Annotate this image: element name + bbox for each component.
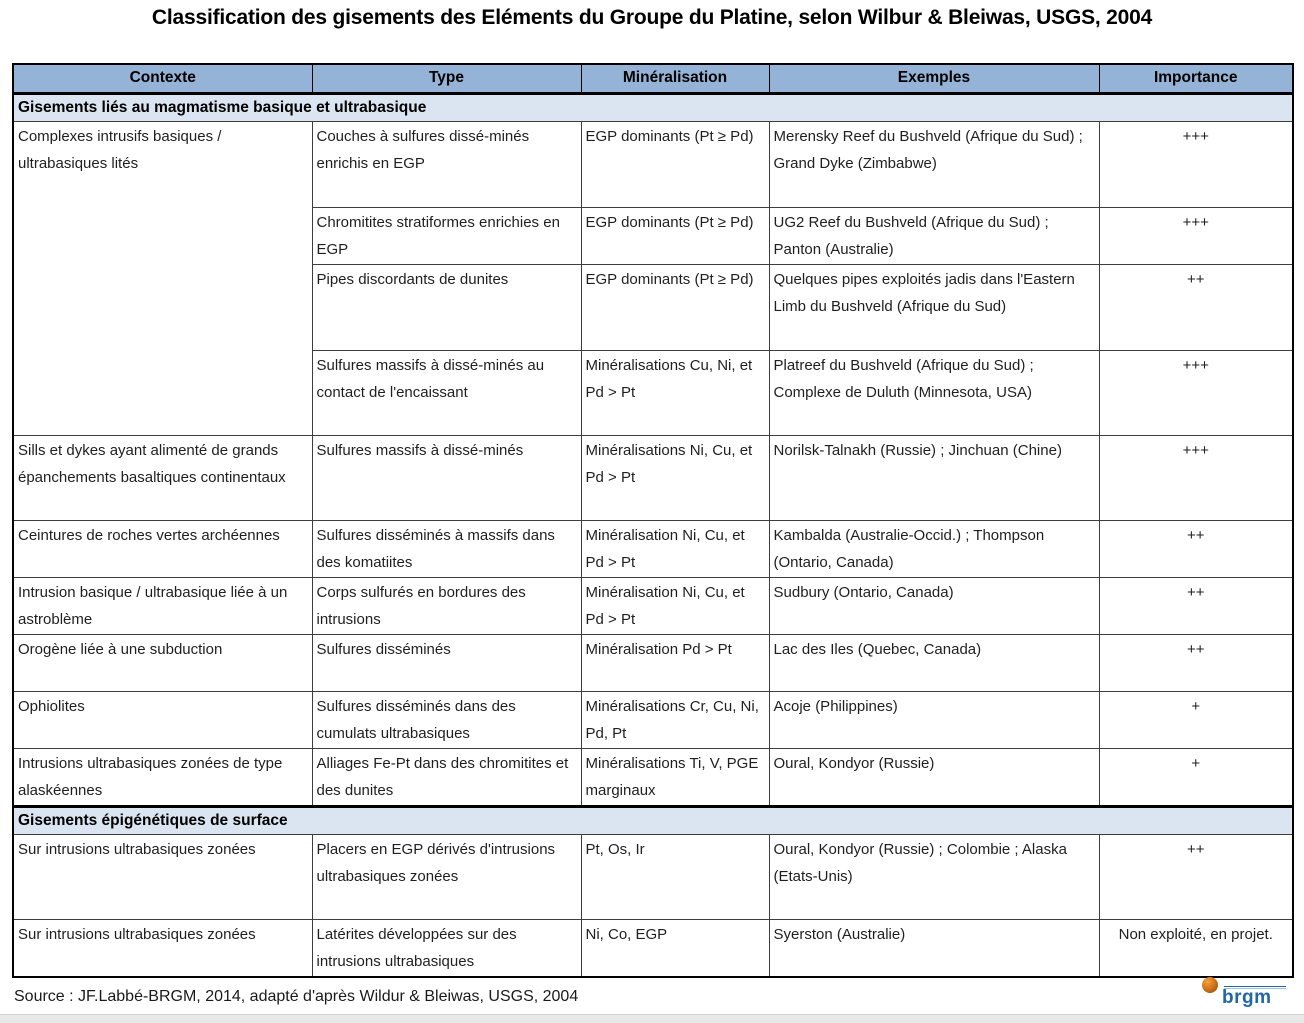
cell-exemples: Lac des Iles (Quebec, Canada)	[769, 634, 1099, 691]
column-header-2: Minéralisation	[581, 64, 769, 93]
cell-mineralisation: EGP dominants (Pt ≥ Pd)	[581, 207, 769, 264]
cell-importance: +++	[1099, 435, 1293, 520]
cell-importance: ++	[1099, 577, 1293, 634]
cell-importance: +++	[1099, 350, 1293, 435]
cell-type: Sulfures disséminés à massifs dans des komatiites	[312, 520, 581, 577]
table-body	[13, 93, 1293, 977]
cell-contexte: Sur intrusions ultrabasiques zonées	[13, 834, 312, 919]
bottom-edge-bar	[0, 1014, 1304, 1023]
table-row	[13, 634, 1293, 691]
cell-exemples: Oural, Kondyor (Russie) ; Colombie ; Alaska (Etats-Unis)	[769, 834, 1099, 919]
cell-type: Alliages Fe-Pt dans des chromitites et des dunites	[312, 748, 581, 806]
section-label: Gisements liés au magmatisme basique et ultrabasique	[13, 93, 1293, 121]
cell-type: Sulfures massifs à dissé-minés au contact de l'encaissant	[312, 350, 581, 435]
cell-importance: ++	[1099, 634, 1293, 691]
section-label: Gisements épigénétiques de surface	[13, 806, 1293, 834]
cell-mineralisation: Minéralisations Cu, Ni, et Pd > Pt	[581, 350, 769, 435]
table-row	[13, 834, 1293, 919]
cell-contexte: Intrusion basique / ultrabasique liée à un astroblème	[13, 577, 312, 634]
cell-type: Sulfures disséminés	[312, 634, 581, 691]
brgm-globe-icon	[1202, 977, 1218, 993]
brgm-logo	[1202, 977, 1288, 1013]
cell-mineralisation: Minéralisations Ti, V, PGE marginaux	[581, 748, 769, 806]
cell-importance: +	[1099, 691, 1293, 748]
cell-importance: +++	[1099, 207, 1293, 264]
cell-contexte: Ophiolites	[13, 691, 312, 748]
cell-importance: +++	[1099, 121, 1293, 207]
classification-table	[12, 63, 1294, 978]
cell-mineralisation: Minéralisation Ni, Cu, et Pd > Pt	[581, 520, 769, 577]
table-row	[13, 691, 1293, 748]
table-row	[13, 919, 1293, 977]
table-row	[13, 121, 1293, 207]
table-row	[13, 520, 1293, 577]
page-title: Classification des gisements des Eléments du Groupe du Platine, selon Wilbur & Bleiwas, USGS, 2004	[151, 6, 1153, 29]
cell-mineralisation: Minéralisations Ni, Cu, et Pd > Pt	[581, 435, 769, 520]
cell-type: Pipes discordants de dunites	[312, 264, 581, 350]
cell-type: Chromitites stratiformes enrichies en EGP	[312, 207, 581, 264]
cell-type: Couches à sulfures dissé-minés enrichis en EGP	[312, 121, 581, 207]
cell-mineralisation: EGP dominants (Pt ≥ Pd)	[581, 264, 769, 350]
column-header-1: Type	[312, 64, 581, 93]
cell-exemples: Kambalda (Australie-Occid.) ; Thompson (Ontario, Canada)	[769, 520, 1099, 577]
table-row	[13, 748, 1293, 806]
cell-exemples: Merensky Reef du Bushveld (Afrique du Sud) ; Grand Dyke (Zimbabwe)	[769, 121, 1099, 207]
cell-type: Sulfures massifs à dissé-minés	[312, 435, 581, 520]
cell-importance: +	[1099, 748, 1293, 806]
cell-exemples: Syerston (Australie)	[769, 919, 1099, 977]
cell-contexte: Sills et dykes ayant alimenté de grands épanchements basaltiques continentaux	[13, 435, 312, 520]
cell-type: Sulfures disséminés dans des cumulats ultrabasiques	[312, 691, 581, 748]
column-header-4: Importance	[1099, 64, 1293, 93]
cell-mineralisation: Minéralisation Pd > Pt	[581, 634, 769, 691]
cell-exemples: Norilsk-Talnakh (Russie) ; Jinchuan (Chine)	[769, 435, 1099, 520]
section-header-row	[13, 806, 1293, 834]
cell-importance: Non exploité, en projet.	[1099, 919, 1293, 977]
header-row	[13, 64, 1293, 93]
cell-exemples: Oural, Kondyor (Russie)	[769, 748, 1099, 806]
cell-exemples: Platreef du Bushveld (Afrique du Sud) ; Complexe de Duluth (Minnesota, USA)	[769, 350, 1099, 435]
cell-type: Latérites développées sur des intrusions ultrabasiques	[312, 919, 581, 977]
column-header-0: Contexte	[13, 64, 312, 93]
cell-exemples: UG2 Reef du Bushveld (Afrique du Sud) ; Panton (Australie)	[769, 207, 1099, 264]
cell-importance: ++	[1099, 834, 1293, 919]
cell-mineralisation: Minéralisations Cr, Cu, Ni, Pd, Pt	[581, 691, 769, 748]
table-row	[13, 577, 1293, 634]
cell-contexte: Sur intrusions ultrabasiques zonées	[13, 919, 312, 977]
cell-contexte: Ceintures de roches vertes archéennes	[13, 520, 312, 577]
cell-importance: ++	[1099, 520, 1293, 577]
cell-mineralisation: EGP dominants (Pt ≥ Pd)	[581, 121, 769, 207]
section-header-row	[13, 93, 1293, 121]
cell-contexte: Complexes intrusifs basiques / ultrabasiques lités	[13, 121, 312, 435]
cell-mineralisation: Ni, Co, EGP	[581, 919, 769, 977]
column-header-3: Exemples	[769, 64, 1099, 93]
cell-mineralisation: Minéralisation Ni, Cu, et Pd > Pt	[581, 577, 769, 634]
cell-type: Corps sulfurés en bordures des intrusions	[312, 577, 581, 634]
cell-mineralisation: Pt, Os, Ir	[581, 834, 769, 919]
cell-exemples: Quelques pipes exploités jadis dans l'Eastern Limb du Bushveld (Afrique du Sud)	[769, 264, 1099, 350]
cell-exemples: Sudbury (Ontario, Canada)	[769, 577, 1099, 634]
cell-type: Placers en EGP dérivés d'intrusions ultrabasiques zonées	[312, 834, 581, 919]
cell-importance: ++	[1099, 264, 1293, 350]
brgm-logo-text: brgm	[1222, 987, 1272, 1008]
table-row	[13, 435, 1293, 520]
source-note: Source : JF.Labbé-BRGM, 2014, adapté d'après Wildur & Bleiwas, USGS, 2004	[14, 988, 579, 1005]
cell-contexte: Orogène liée à une subduction	[13, 634, 312, 691]
cell-contexte: Intrusions ultrabasiques zonées de type alaskéennes	[13, 748, 312, 806]
cell-exemples: Acoje (Philippines)	[769, 691, 1099, 748]
